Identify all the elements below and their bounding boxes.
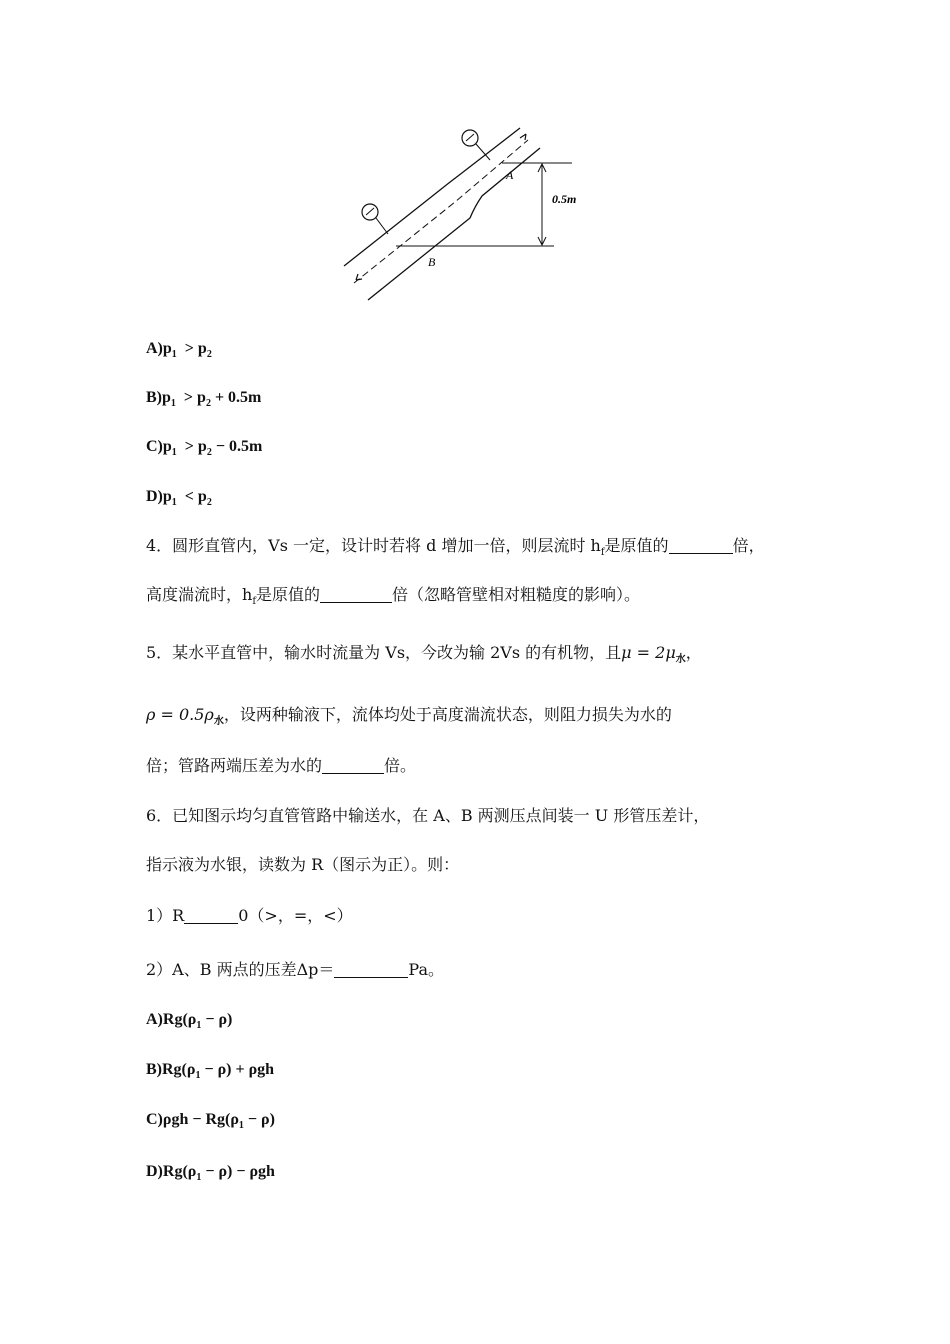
- q6-sub1: 1）R 0（>，=，<）: [146, 906, 353, 925]
- option-b: $B)p_1 > p_2 + 0.5m$: [146, 389, 262, 410]
- option2-d: $D)Rg(\rho_1 - \rho) - \rho gh$: [146, 1163, 275, 1184]
- option-d: $D)p_1 < p_2$: [146, 488, 212, 509]
- option2-c: $C)\rho gh - Rg(\rho_1 - \rho)$: [146, 1111, 275, 1132]
- height-label: 0.5m: [552, 192, 577, 206]
- point-b-label: B: [428, 255, 436, 269]
- option-a: $A)p_1 > p_2$: [146, 340, 212, 361]
- q4-line1: 4．圆形直管内，Vs 一定，设计时若将 d 增加一倍，则层流时 $h_f$是原值的 倍，: [146, 536, 765, 559]
- option-c: $C)p_1 > p_2 - 0.5m$: [146, 438, 263, 459]
- q6-line2: 指示液为水银，读数为 R（图示为正）。则：: [146, 855, 460, 874]
- q5-line2: $\rho = 0.5\rho_水$，设两种输液下，流体均处于高度湍流状态，则阻力损失为水的: [146, 705, 672, 728]
- point-a-label: A: [506, 168, 514, 182]
- q4-line2: 高度湍流时，$h_f$是原值的 倍（忽略管壁相对粗糙度的影响）。: [146, 585, 641, 608]
- pipe-figure: [330, 118, 610, 308]
- q6-sub2: 2）A、B 两点的压差Δp＝ Pa。: [146, 960, 444, 979]
- q5-line3: 倍；管路两端压差为水的 倍。: [146, 756, 417, 775]
- option2-a: $A)Rg(\rho_1 - \rho)$: [146, 1011, 233, 1032]
- q5-line1: 5．某水平直管中，输水时流量为 Vs，今改为输 2Vs 的有机物，且$\mu = 2\mu_水$，: [146, 643, 702, 666]
- option2-b: $B)Rg(\rho_1 - \rho) + \rho gh$: [146, 1061, 275, 1082]
- q6-line1: 6．已知图示均匀直管管路中输送水，在 A、B 两测压点间装一 U 形管压差计，: [146, 806, 710, 825]
